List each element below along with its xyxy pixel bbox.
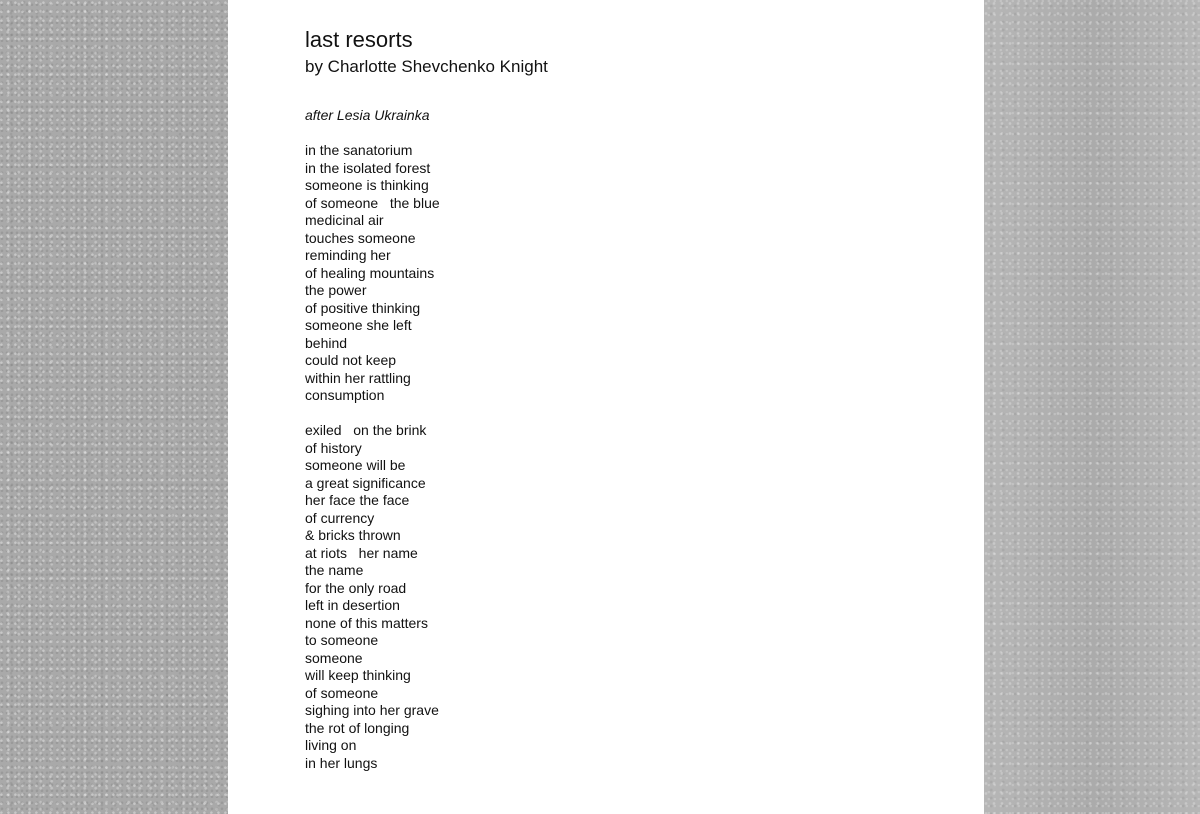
poem-line: none of this matters: [305, 614, 428, 631]
left-texture-panel: [0, 0, 228, 814]
poem-line: medicinal air: [305, 212, 384, 228]
poem-line: for the only road: [305, 579, 407, 596]
poem-line: exiled on the brink: [305, 422, 427, 438]
poem-line: the rot of longing: [305, 719, 410, 736]
poem-line: her face the face: [305, 492, 410, 508]
poem-line: someone: [305, 649, 363, 666]
stanza-2: [305, 422, 925, 772]
poem-content: [305, 27, 925, 772]
poem-line: someone will be: [305, 457, 406, 473]
poem-line: of healing mountains: [305, 264, 435, 281]
poem-page: [228, 0, 984, 814]
poem-line: in the sanatorium: [305, 142, 413, 158]
poem-line: within her rattling: [305, 369, 411, 386]
poem-line: of history: [305, 439, 362, 456]
poem-line: someone is thinking: [305, 177, 429, 193]
poem-line: the name: [305, 562, 364, 578]
poem-line: consumption: [305, 387, 385, 403]
poem-line: a great significance: [305, 474, 426, 491]
poem-line: of someone the blue: [305, 194, 440, 211]
right-texture-panel: [984, 0, 1200, 814]
poem-byline: by Charlotte Shevchenko Knight: [305, 57, 548, 76]
poem-line: could not keep: [305, 352, 397, 368]
poem-line: in the isolated forest: [305, 159, 431, 176]
poem-line: of currency: [305, 509, 375, 526]
poem-line: & bricks thrown: [305, 527, 401, 543]
poem-line: left in desertion: [305, 597, 400, 613]
poem-line: reminding her: [305, 247, 391, 263]
poem-epigraph: after Lesia Ukrainka: [305, 107, 430, 123]
poem-line: in her lungs: [305, 754, 378, 771]
poem-line: living on: [305, 737, 357, 753]
poem-line: to someone: [305, 632, 379, 648]
poem-line: the power: [305, 282, 367, 298]
poem-line: at riots her name: [305, 544, 418, 561]
poem-line: behind: [305, 334, 348, 351]
poem-line: touches someone: [305, 229, 416, 246]
poem-title: last resorts: [305, 27, 413, 52]
poem-line: sighing into her grave: [305, 702, 439, 718]
poem-line: someone she left: [305, 317, 412, 333]
poem-line: will keep thinking: [305, 667, 411, 683]
poem-line: of positive thinking: [305, 299, 421, 316]
stanza-1: [305, 142, 925, 405]
poem-line: of someone: [305, 684, 379, 701]
